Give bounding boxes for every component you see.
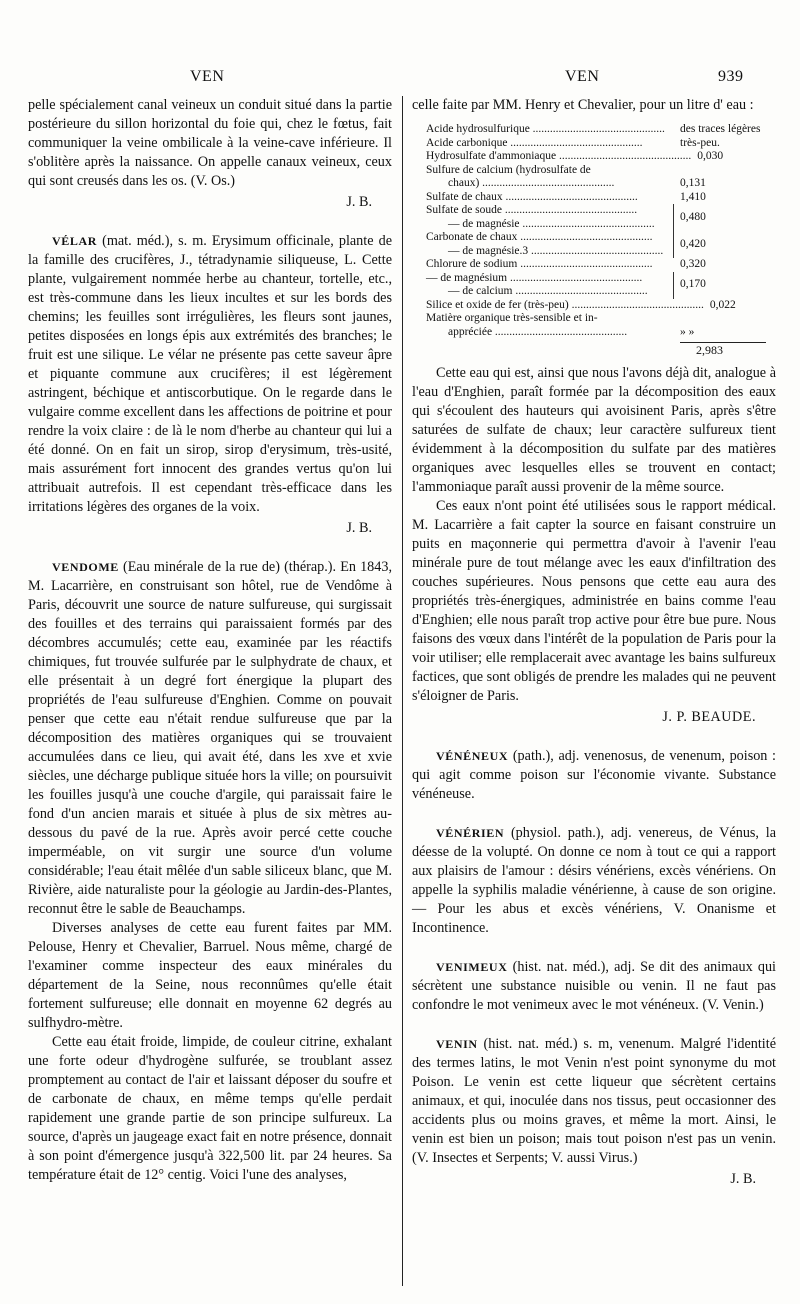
analysis-value: très-peu. [680,136,720,149]
headword: VÉLAR [52,234,98,248]
right-column [412,96,776,1286]
entry-veine-end [28,96,392,212]
paragraph: Ces eaux n'ont point été utilisées sous le rapport médical. M. Lacarrière a fait capter la source en faisant construire un puits en maçonnerie qui permettra d'avoir à l'avenir l'eau minérale pure de tout mélange avec les eaux d'infiltration des couches supérieures. Nous pensons que cette eau aura des propriétés très-énergiques, administrée en bains comme l'eau d'Enghien; elle nous paraît trop active pour être bue pure. Nous faisons des vœux dans l'intérêt de la population de Paris pour la voir utiliser; elle remplacerait avec avantage les bains sulfureux factices, que sont obligés de prendre les malades qui ne peuvent s'éloigner de Paris. [412,497,776,704]
analysis-substance: Hydrosulfate d'ammoniaque .............................................. [426,150,692,162]
analysis-substance: — de calcium .............................................. [448,285,648,297]
entry-text: (mat. méd.), s. m. Erysimum officinale, plante de la famille des crucifères, J., tétradynamie siliqueuse, L. Cette plante, vulgairement nommée herbe au chanteur, tortelle, etc., est très-commune dans les lieux incultes et sur les bords des chemins; les feuilles sont irrégulières, les fleurs sont jaunes, petites disposées en longs épis aux extrémités des branches; le fruit est une silique. Le vélar ne présente pas cette saveur âpre et piquante commune aux crucifères; il est légèrement astringent, béchique et antiscorbutique. On le regarde dans le vulgaire comme excellent dans les affections de poitrine et pour rendre la voix claire : de là le nom d'herbe au chanteur qui lui a été donné. On en fait un sirop, sirop d'erysimum, très-usité, mais assurément fort innocent des grandes vertus qu'on lui attribuait autrefois. Il est cependant très-efficace dans les irritations légères des organes de la voix. [28,233,392,515]
analysis-substance: — de magnésie .............................................. [448,217,655,230]
analysis-substance: Sulfure de calcium (hydrosulfate de [426,163,591,176]
entry-text: (path.), adj. venenosus, de venenum, poison : qui agit comme poison sur l'économie vivante. Substance vénéneuse. [412,747,777,802]
entry-velar [28,232,392,538]
headword: VÉNÉNEUX [436,748,509,763]
entry-text: (hist. nat. méd.) s. m, venenum. Malgré l'identité des termes latins, le mot Venin n'est point synonyme du mot Poison. Le venin est cette liqueur que sécrètent certains animaux, et qui, inoculée dans nos tissus, peut occasionner des accidents plus ou moins graves, et même la mort. Ainsi, le venin est bien un poison; mais tout poison n'est pas un venin. (V. Insectes et Serpents; V. aussi Virus.) [412,1035,776,1166]
analysis-substance: chaux) .............................................. [448,177,615,189]
analysis-substance: Chlorure de sodium .............................................. [426,258,653,270]
analysis-substance: Acide hydrosulfurique .............................................. [426,123,665,135]
analysis-row [426,137,772,151]
analysis-substance: — de magnésium .............................................. [426,271,643,284]
analysis-row [426,150,772,164]
entry-text: (physiol. path.), adj. venereus, de Vénus, la déesse de la volupté. On donne ce nom à tout ce qui a rapport aux plaisirs de l'amour : désirs vénériens, excès vénériens. On appelle la syphilis maladie vénérienne, à cause de son origine. — Pour les abus et excès vénériens, V. Onanisme et Incontinence. [412,824,777,936]
analysis-value: » » [680,325,695,338]
analysis-total: 2,983 [696,343,723,357]
entry-body [412,747,776,804]
analysis-value: 1,410 [680,190,706,203]
running-head [0,68,800,92]
analysis-group [426,272,772,299]
analysis-value: 0,480 [680,210,706,223]
analysis-value: 0,320 [680,258,706,270]
right-running-head: VEN [565,68,600,85]
signature: J. B. [346,194,372,210]
analysis-row [426,312,772,326]
analysis-row [426,191,772,205]
analysis-group [426,204,772,231]
column-divider [402,96,403,1286]
analysis-table [426,123,772,358]
analysis-row [426,326,772,340]
entry-body [412,958,776,1015]
analysis-row [426,299,772,313]
analysis-intro: celle faite par MM. Henry et Chevalier, pour un litre d' eau : [412,97,754,113]
analysis-row [426,164,772,178]
entry-body [412,1035,776,1168]
analysis-value: 0,420 [680,237,706,250]
analysis-value: 0,131 [680,177,706,189]
analysis-value: des traces légères [680,123,761,135]
analysis-value: 0,022 [709,298,736,311]
analysis-row [426,258,772,272]
analysis-value: 0,170 [680,278,706,291]
entry-venerien [412,824,776,938]
entry-vendome [28,558,392,1185]
analysis-value: 0,030 [697,150,724,162]
signature: J. B. [346,520,372,536]
paragraph: Cette eau était froide, limpide, de couleur citrine, exhalant une forte odeur d'hydrogène sulfurée, se troublant assez promptement au contact de l'air et laissant déposer du soufre et de carbonate de chaux, en même temps qu'elle perdait rapidement une grande partie de son principe sulfureux. La source, d'après un jaugeage exact fait en notre présence, donnait à son point d'émergence jusqu'à 322,500 lit. par 24 heures. Sa température était de 12° centig. Voici l'une des analyses, [28,1034,392,1183]
entry-venimeux [412,958,776,1015]
headword: VENIMEUX [436,959,508,974]
entry-text: (Eau minérale de la rue de) (thérap.). En 1843, M. Lacarrière, en construisant son hôtel, rue de Vendôme à Paris, découvrit une source de nature sulfureuse, qui surgissait des fouilles et des terrains qui paraissaient formés par des décombres accumulés; cette eau, examinée par les réactifs chimiques, fut trouvée sulfurée par le sulphydrate de chaux, et elle présentait à un degré fort énergique la plupart des propriétés de l'eau sulfureuse d'Enghien. Comme on pouvait penser que cette eau n'était rendue sulfureuse que par la décomposition des matières organiques qui se trouvaient accumulées dans ce lieu, qui avait été, dans les xve et xvie siècles, une décharge publique située hors la ville; on poursuivit les fouilles jusqu'à une couche d'argile, qui paraissait faire le fond d'un ancien marais et située à plus de six mètres au-dessous du pavé de la rue. Après avoir percé cette couche imperméable, on vit surgir une source d'un volume considérable; l'eau était mêlée d'un sable siliceux blanc, que M. Rivière, aide naturaliste pour la géologie au Jardin-des-Plantes, reconnut être le sable de Beauchamps. [28,559,393,917]
analysis-substance: Sulfate de chaux .............................................. [426,190,638,203]
entry-veneneux [412,747,776,804]
signature: J. P. BEAUDE. [662,708,756,725]
entry-venin [412,1035,776,1189]
page-number: 939 [718,68,744,85]
analysis-group [426,231,772,258]
entry-body [412,824,776,938]
analysis-substance: Silice et oxide de fer (très-peu) .............................................. [426,298,704,311]
analysis-row [426,123,772,137]
entry-body [28,558,392,919]
headword: VÉNÉRIEN [436,825,505,840]
analysis-substance: — de magnésie.3 .............................................. [448,244,664,257]
total-rule [680,342,766,343]
paragraph: Cette eau qui est, ainsi que nous l'avons déjà dit, analogue à l'eau d'Enghien, paraît formée par la décomposition des eaux qui s'écoulent des hauteurs qui avoisinent Paris, après s'être saturées de sulfate de chaux; leur caractère sulfureux tient évidemment à la décomposition du sulfate par des matières organiques avec lesquelles elles se trouvent en contact; l'ammoniaque paraît aussi provenir de la même source. [412,364,776,495]
analysis-substance: Matière organique très-sensible et in- [426,312,598,324]
analysis-substance: Sulfate de soude .............................................. [426,204,638,216]
entry-text: pelle spécialement canal veineux un conduit situé dans la partie postérieure du sillon horizontal du foie qui, chez le fœtus, fait communiquer la veine ombilicale à la veine-cave inférieure. Il s'oblitère après la naissance. On appelle canaux veineux, ceux qui sont creusés dans les os. (V. Os.) [28,97,392,189]
entry-body [28,232,392,517]
headword: VENDOME [52,560,119,574]
analysis-row [426,177,772,191]
signature: J. B. [730,1170,756,1187]
analysis-substance: appréciée .............................................. [448,325,628,338]
left-running-head: VEN [190,68,225,85]
analysis-substance: Acide carbonique .............................................. [426,136,643,149]
left-column [28,96,392,1286]
headword: VENIN [436,1036,478,1051]
paragraph: Diverses analyses de cette eau furent faites par MM. Pelouse, Henry et Chevalier, Barruel. Nous même, chargé de l'examiner comme inspecteur des eaux minérales du département de la Seine, nous reconnûmes qu'elle était fortement sulfureuse; elle donnait en moyenne 62 degrés au sulfhydro-mètre. [28,920,392,1031]
analysis-substance: Carbonate de chaux .............................................. [426,231,653,243]
entry-text: (hist. nat. méd.), adj. Se dit des animaux qui sécrètent une substance nuisible ou venin. Il ne faut pas confondre le mot venimeux avec le mot vénéneux. (V. Venin.) [412,958,776,1013]
